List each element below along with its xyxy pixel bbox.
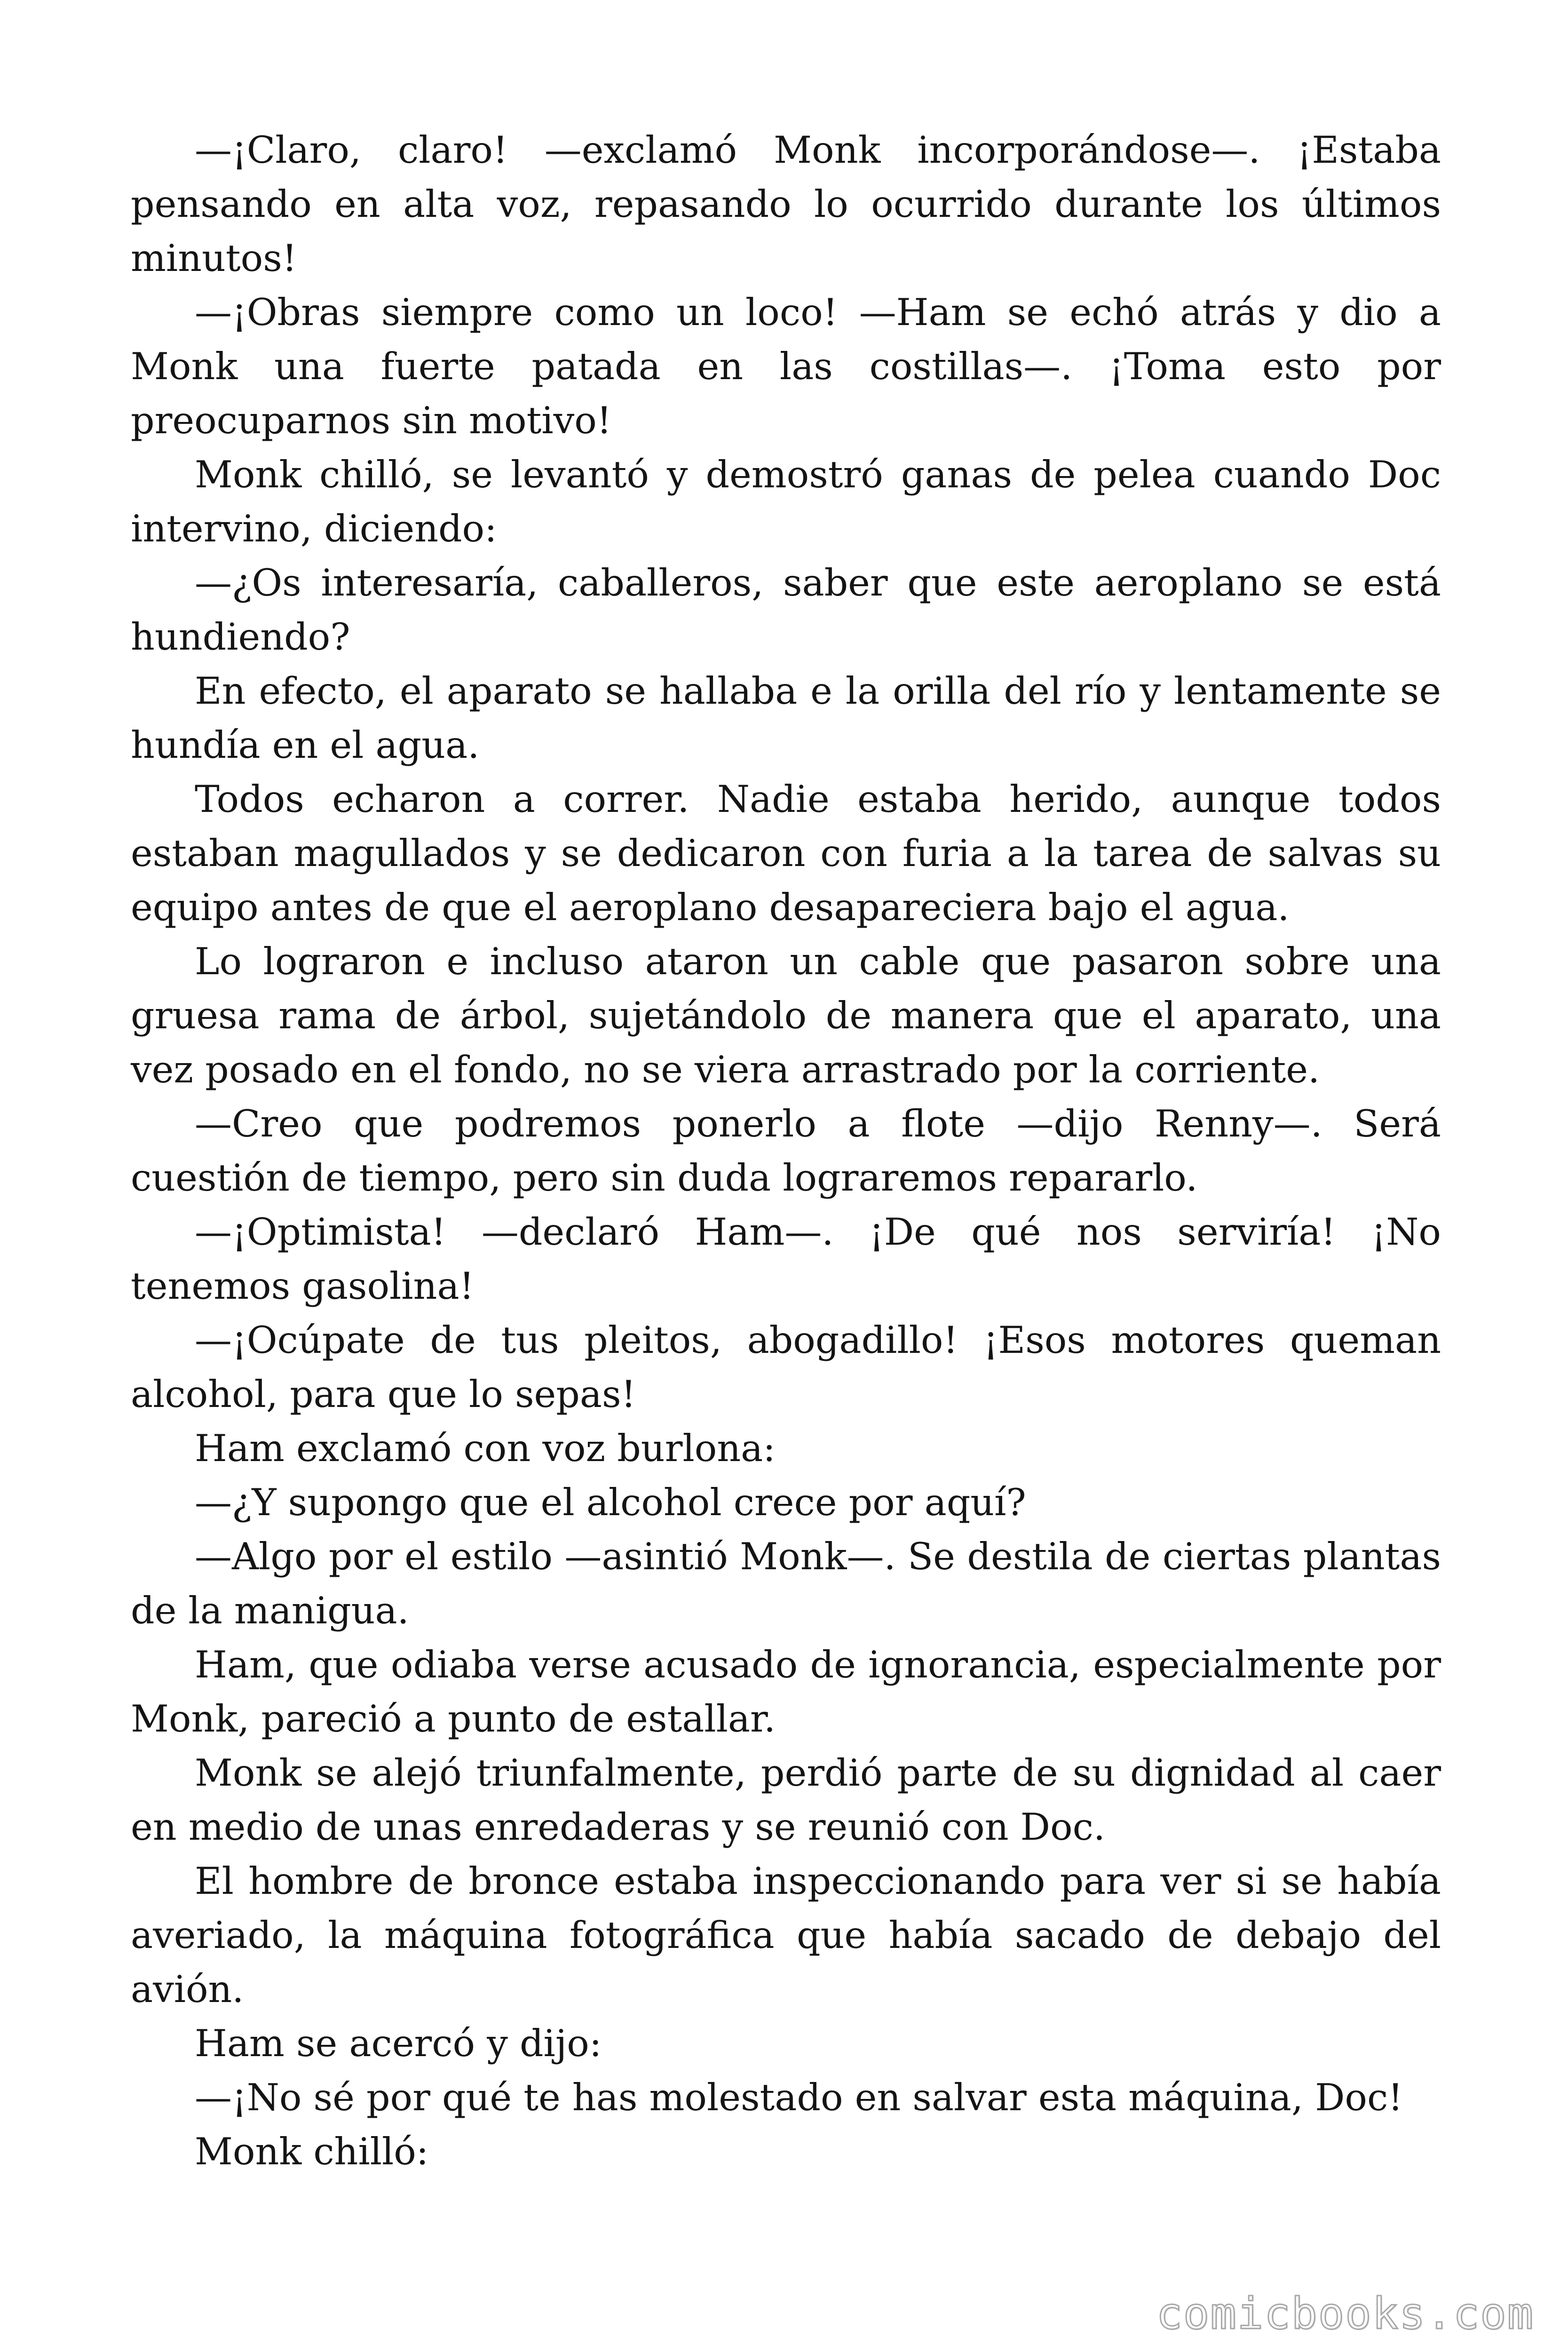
paragraph: —¡Optimista! —declaró Ham—. ¡De qué nos serviría! ¡No tenemos gasolina! (131, 1210, 1441, 1308)
paragraph: —Algo por el estilo —asintió Monk—. Se destila de ciertas plantas de la manigua. (131, 1535, 1441, 1632)
paragraph: —Creo que podremos ponerlo a flote —dijo Renny—. Será cuestión de tiempo, pero sin duda lograremos repararlo. (131, 1102, 1441, 1200)
paragraph: Ham exclamó con voz burlona: (195, 1427, 776, 1470)
paragraph: Todos echaron a correr. Nadie estaba herido, aunque todos estaban magullados y se dedicaron con furia a la tarea de salvas su equipo antes de que el aeroplano desapareciera bajo el agua. (131, 778, 1441, 929)
paragraph: —¡Ocúpate de tus pleitos, abogadillo! ¡Esos motores queman alcohol, para que lo sepas! (131, 1319, 1441, 1416)
watermark: comicbooks.com (1156, 2288, 1534, 2339)
paragraph: —¡Claro, claro! —exclamó Monk incorporándose—. ¡Estaba pensando en alta voz, repasando lo ocurrido durante los últimos minutos! (131, 128, 1441, 280)
paragraph: —¡Obras siempre como un loco! —Ham se echó atrás y dio a Monk una fuerte patada en las costillas—. ¡Toma esto por preocuparnos sin motivo! (131, 291, 1441, 442)
paragraph: Monk chilló, se levantó y demostró ganas de pelea cuando Doc intervino, diciendo: (131, 453, 1441, 550)
paragraph: —¿Y supongo que el alcohol crece por aquí? (195, 1481, 1026, 1524)
paragraph: —¡No sé por qué te has molestado en salvar esta máquina, Doc! (195, 2076, 1403, 2119)
paragraph: Ham, que odiaba verse acusado de ignorancia, especialmente por Monk, pareció a punto de estallar. (131, 1643, 1441, 1740)
paragraph: Lo lograron e incluso ataron un cable que pasaron sobre una gruesa rama de árbol, sujetándolo de manera que el aparato, una vez posado en el fondo, no se viera arrastrado por la corriente. (131, 940, 1441, 1091)
body-text (131, 123, 1441, 2179)
paragraph: El hombre de bronce estaba inspeccionando para ver si se había averiado, la máquina fotográfica que había sacado de debajo del avión. (131, 1859, 1441, 2011)
paragraph: Monk se alejó triunfalmente, perdió parte de su dignidad al caer en medio de unas enredaderas y se reunió con Doc. (131, 1751, 1441, 1849)
paragraph: —¿Os interesaría, caballeros, saber que este aeroplano se está hundiendo? (131, 561, 1441, 659)
paragraph: Monk chilló: (195, 2130, 429, 2173)
paragraph: En efecto, el aparato se hallaba e la orilla del río y lentamente se hundía en el agua. (131, 669, 1441, 767)
paragraph: Ham se acercó y dijo: (195, 2022, 602, 2065)
